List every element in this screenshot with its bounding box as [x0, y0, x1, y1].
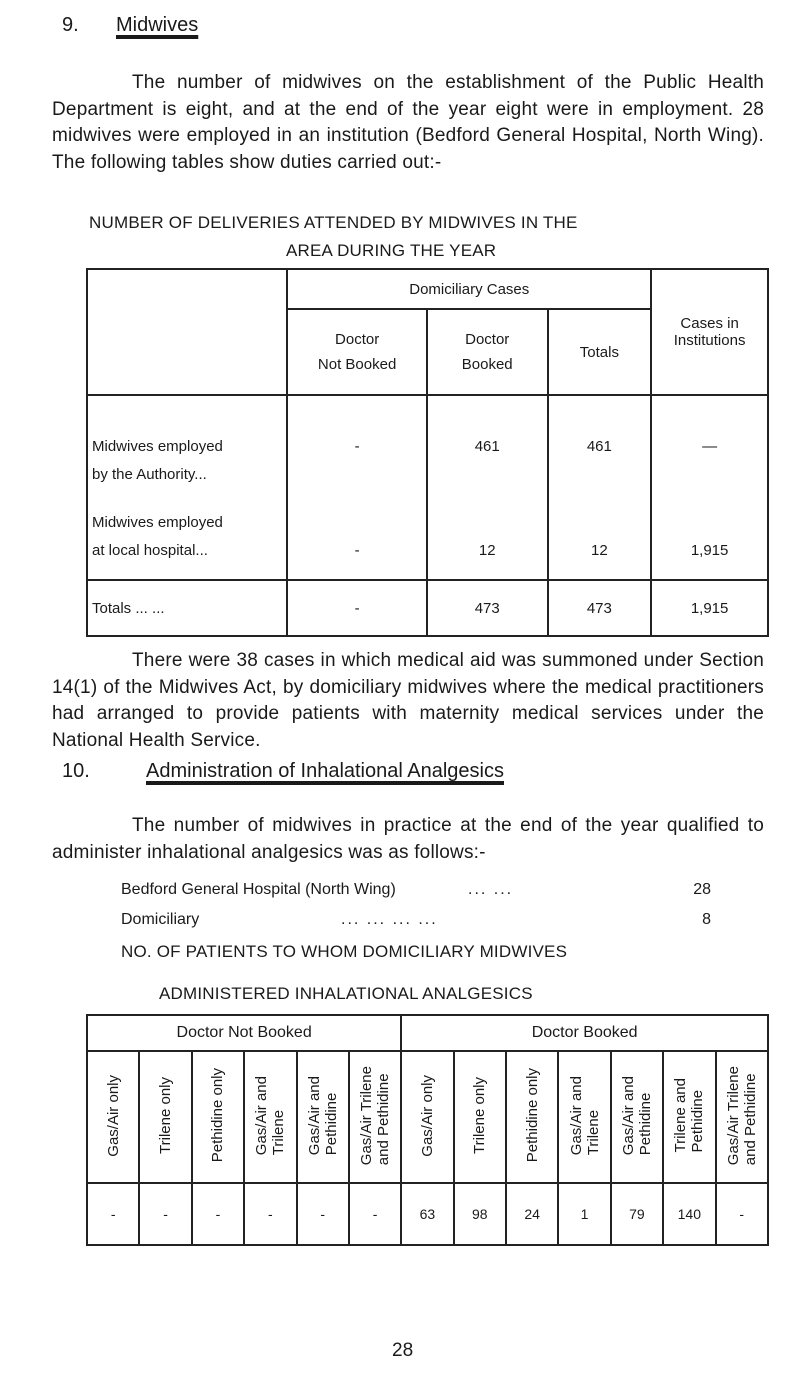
table-2-title-line-2: ADMINISTERED INHALATIONAL ANALGESICS — [159, 984, 533, 1003]
cases-in-institutions-header — [651, 269, 768, 395]
column-header — [454, 1051, 506, 1183]
list-item-dots: ... ... ... ... — [341, 911, 438, 928]
column-value: - — [87, 1183, 139, 1245]
column-header-label: Gas/Air and Trilene — [567, 1075, 602, 1156]
row-labels-cell — [87, 395, 287, 580]
column-header — [663, 1051, 715, 1183]
list-item-dots: ... ... — [468, 881, 514, 898]
column-header — [297, 1051, 349, 1183]
column-header — [139, 1051, 191, 1183]
table-2-title-line-1: NO. OF PATIENTS TO WHOM DOMICILIARY MIDWIVES — [121, 942, 568, 961]
section-10-title: Administration of Inhalational Analgesics — [146, 760, 504, 782]
total-c1: - — [287, 580, 427, 636]
column-value: 1 — [558, 1183, 610, 1245]
column-header-label: Trilene only — [471, 1077, 489, 1154]
col2-line2: Booked — [461, 356, 513, 373]
column-header-label: Trilene only — [157, 1077, 175, 1154]
section-9-paragraph — [52, 70, 764, 176]
analgesics-table — [86, 1014, 769, 1246]
row1-label-line1: Midwives employed — [92, 438, 223, 455]
cell-r1c4: — — [702, 438, 718, 455]
column-header — [192, 1051, 244, 1183]
cell-r1c3: 461 — [586, 438, 612, 455]
col1-line2: Not Booked — [317, 356, 397, 373]
row2-label-line2: at local hospital... — [92, 542, 208, 559]
cell-r2c3: 12 — [591, 542, 608, 559]
booked-values — [427, 395, 548, 580]
doctor-not-booked-header — [287, 309, 427, 395]
column-header-label: Trilene and Pethidine — [672, 1078, 707, 1153]
cell-r2c2: 12 — [478, 542, 496, 559]
domiciliary-cases-header: Domiciliary Cases — [287, 269, 651, 309]
totals-row-label: Totals ... ... — [87, 580, 287, 636]
column-header — [716, 1051, 769, 1183]
section-9-number: 9. — [62, 14, 79, 36]
column-value: 79 — [611, 1183, 663, 1245]
list-item — [121, 881, 711, 899]
after-table-paragraph — [52, 648, 764, 754]
list-item-label: Bedford General Hospital (North Wing) — [121, 881, 396, 898]
column-header-label: Pethidine only — [209, 1068, 227, 1163]
doctor-booked-group: Doctor Booked — [401, 1015, 768, 1051]
column-value: - — [297, 1183, 349, 1245]
column-value: - — [192, 1183, 244, 1245]
section-9-title: Midwives — [116, 14, 199, 36]
column-header — [349, 1051, 401, 1183]
column-header-label: Gas/Air and Pethidine — [305, 1075, 340, 1156]
column-value: 98 — [454, 1183, 506, 1245]
column-header — [506, 1051, 558, 1183]
column-header — [401, 1051, 453, 1183]
totals-header: Totals — [548, 309, 652, 395]
list-item-label: Domiciliary — [121, 911, 200, 928]
section-9-paragraph-text: The number of midwives on the establishment of the Public Health Department is eight, and at the end of the year eight were in employment. 28 midwives were employed in an institution (Bedford General Hospital, North Wing). The following tables show duties carried out:- — [52, 72, 764, 173]
column-header — [611, 1051, 663, 1183]
list-item-value: 8 — [702, 911, 711, 928]
col1-line1: Doctor — [335, 331, 380, 348]
column-value: 140 — [663, 1183, 715, 1245]
col4-line2: Institutions — [673, 332, 746, 349]
column-value: - — [139, 1183, 191, 1245]
column-value: - — [349, 1183, 401, 1245]
blank-corner-cell — [87, 269, 287, 395]
total-c3: 473 — [548, 580, 652, 636]
column-header-label: Gas/Air Trilene and Pethidine — [358, 1065, 393, 1166]
col4-line1: Cases in — [680, 315, 739, 332]
column-header-label: Gas/Air and Pethidine — [619, 1075, 654, 1156]
cell-r2c1: - — [354, 542, 360, 559]
column-header — [244, 1051, 296, 1183]
table-1-title-line-2: AREA DURING THE YEAR — [286, 241, 497, 260]
total-c4: 1,915 — [651, 580, 768, 636]
section-10-paragraph-text: The number of midwives in practice at the end of the year qualified to administer inhalational analgesics was as follows:- — [52, 815, 764, 863]
totals-values — [548, 395, 652, 580]
column-value: - — [716, 1183, 769, 1245]
cell-r2c4: 1,915 — [690, 542, 729, 559]
column-header — [87, 1051, 139, 1183]
column-header-label: Gas/Air only — [104, 1074, 122, 1157]
column-header — [558, 1051, 610, 1183]
not-booked-values — [287, 395, 427, 580]
list-item — [121, 911, 711, 929]
section-10-paragraph — [52, 813, 764, 866]
cell-r1c1: - — [354, 438, 360, 455]
column-value: - — [244, 1183, 296, 1245]
col2-line1: Doctor — [465, 331, 510, 348]
column-header-label: Gas/Air and Trilene — [253, 1075, 288, 1156]
after-table-paragraph-text: There were 38 cases in which medical aid was summoned under Section 14(1) of the Midwives Act, by domiciliary midwives where the medical practitioners had arranged to provide patients with maternity medical services under the National Health Service. — [52, 650, 764, 751]
column-header-label: Gas/Air Trilene and Pethidine — [724, 1065, 759, 1166]
list-item-value: 28 — [693, 881, 711, 898]
doctor-booked-header — [427, 309, 548, 395]
doctor-not-booked-group: Doctor Not Booked — [87, 1015, 401, 1051]
cell-r1c2: 461 — [474, 438, 500, 455]
row2-label-line1: Midwives employed — [92, 514, 223, 531]
total-c2: 473 — [427, 580, 548, 636]
row1-label-line2: by the Authority... — [92, 466, 207, 483]
column-value: 24 — [506, 1183, 558, 1245]
section-10-number: 10. — [62, 760, 90, 782]
institutions-values — [651, 395, 768, 580]
column-header-label: Pethidine only — [523, 1068, 541, 1163]
table-1-title-line-1: NUMBER OF DELIVERIES ATTENDED BY MIDWIVES IN THE — [89, 213, 578, 232]
deliveries-table — [86, 268, 769, 637]
page-number: 28 — [392, 1340, 414, 1361]
column-header-label: Gas/Air only — [418, 1074, 436, 1157]
column-value: 63 — [401, 1183, 453, 1245]
